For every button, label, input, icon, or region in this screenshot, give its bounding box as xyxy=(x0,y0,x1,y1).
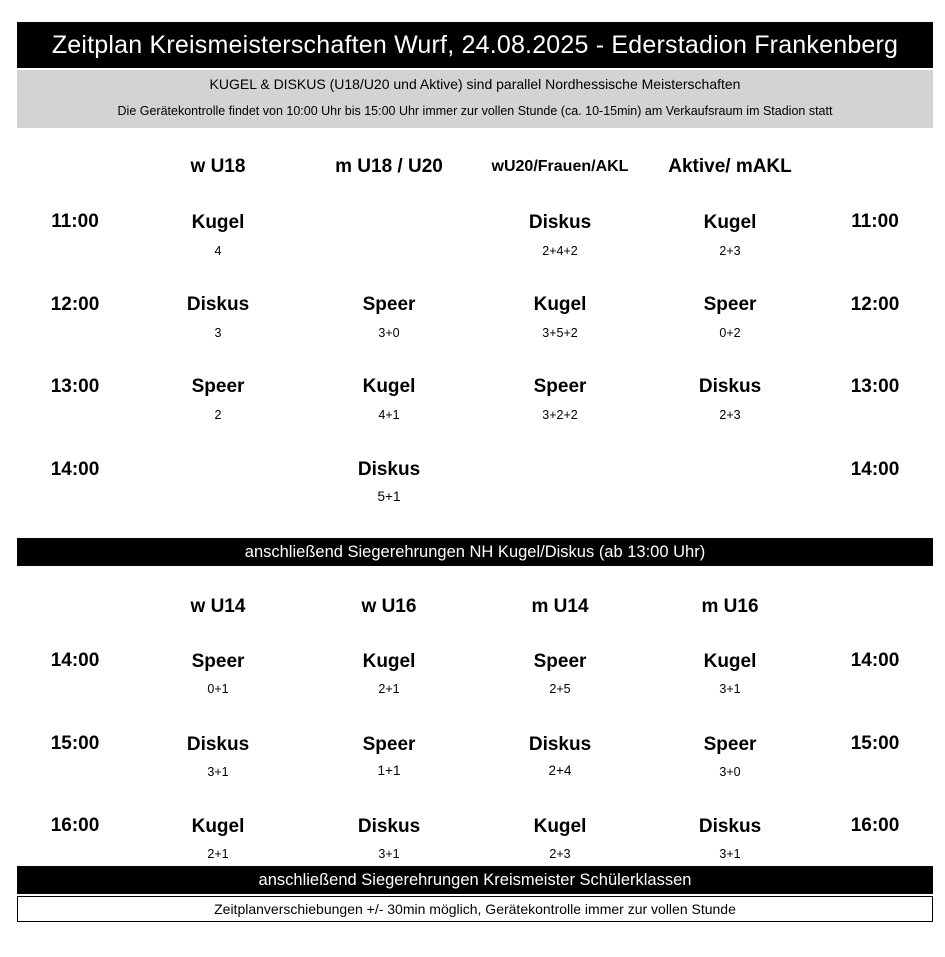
time-label-right: 15:00 xyxy=(850,733,900,754)
participant-count: 2+4 xyxy=(548,763,572,778)
participant-count: 2+1 xyxy=(378,682,400,696)
time-label-right: 11:00 xyxy=(851,211,899,232)
event-name: Speer xyxy=(191,376,245,397)
event-name: Speer xyxy=(533,376,587,397)
time-label-right: 14:00 xyxy=(850,459,900,480)
column-header: m U14 xyxy=(531,596,589,617)
event-name: Speer xyxy=(533,651,587,672)
event-name: Speer xyxy=(703,294,757,315)
participant-count: 5+1 xyxy=(377,489,401,504)
info-line-2: Die Gerätekontrolle findet von 10:00 Uhr bis 15:00 Uhr immer zur vollen Stunde (ca. 10-15min) am Verkaufsraum im Stadion statt xyxy=(117,104,833,118)
column-header: w U14 xyxy=(190,596,246,617)
time-label-left: 14:00 xyxy=(50,459,100,480)
award-ceremony-band: anschließend Siegerehrungen Kreismeister Schülerklassen xyxy=(17,866,933,894)
event-name: Kugel xyxy=(703,651,757,672)
time-label-left: 16:00 xyxy=(50,815,100,836)
event-name: Kugel xyxy=(191,212,245,233)
event-name: Kugel xyxy=(362,651,416,672)
participant-count: 3+5+2 xyxy=(542,326,578,340)
participant-count: 2 xyxy=(214,408,222,422)
column-header: wU20/Frauen/AKL xyxy=(491,158,629,175)
participant-count: 2+5 xyxy=(549,682,571,696)
participant-count: 0+1 xyxy=(207,682,229,696)
event-name: Diskus xyxy=(698,376,762,397)
column-header: m U16 xyxy=(701,596,759,617)
participant-count: 3 xyxy=(214,326,222,340)
event-name: Speer xyxy=(703,734,757,755)
participant-count: 2+3 xyxy=(719,244,741,258)
participant-count: 3+1 xyxy=(378,847,400,861)
column-header: m U18 / U20 xyxy=(335,156,443,177)
time-label-left: 12:00 xyxy=(50,294,100,315)
time-label-left: 13:00 xyxy=(50,376,100,397)
time-label-right: 16:00 xyxy=(850,815,900,836)
page-title: Zeitplan Kreismeisterschaften Wurf, 24.08.2025 - Ederstadion Frankenberg xyxy=(17,22,933,68)
time-label-right: 12:00 xyxy=(850,294,900,315)
time-label-left: 11:00 xyxy=(51,211,99,232)
participant-count: 4 xyxy=(214,244,222,258)
time-label-right: 14:00 xyxy=(850,650,900,671)
info-box xyxy=(17,70,933,128)
event-name: Speer xyxy=(191,651,245,672)
event-name: Diskus xyxy=(528,734,592,755)
footer-note: Zeitplanverschiebungen +/- 30min möglich, Gerätekontrolle immer zur vollen Stunde xyxy=(17,896,933,922)
participant-count: 3+2+2 xyxy=(542,408,578,422)
event-name: Kugel xyxy=(533,294,587,315)
column-header: Aktive/ mAKL xyxy=(668,156,792,177)
participant-count: 2+1 xyxy=(207,847,229,861)
participant-count: 2+3 xyxy=(549,847,571,861)
event-name: Diskus xyxy=(186,734,250,755)
event-name: Diskus xyxy=(357,459,421,480)
info-line-1: KUGEL & DISKUS (U18/U20 und Aktive) sind parallel Nordhessische Meisterschaften xyxy=(209,76,741,92)
participant-count: 2+4+2 xyxy=(542,244,578,258)
participant-count: 2+3 xyxy=(719,408,741,422)
event-name: Diskus xyxy=(528,212,592,233)
event-name: Kugel xyxy=(191,816,245,837)
participant-count: 3+1 xyxy=(719,847,741,861)
participant-count: 4+1 xyxy=(378,408,400,422)
time-label-left: 15:00 xyxy=(50,733,100,754)
participant-count: 3+0 xyxy=(719,765,741,779)
column-header: w U18 xyxy=(190,156,246,177)
participant-count: 0+2 xyxy=(719,326,741,340)
participant-count: 3+1 xyxy=(719,682,741,696)
event-name: Kugel xyxy=(533,816,587,837)
participant-count: 3+1 xyxy=(207,765,229,779)
participant-count: 3+0 xyxy=(378,326,400,340)
event-name: Diskus xyxy=(357,816,421,837)
event-name: Speer xyxy=(362,294,416,315)
event-name: Speer xyxy=(362,734,416,755)
column-header: w U16 xyxy=(361,596,417,617)
event-name: Diskus xyxy=(186,294,250,315)
event-name: Kugel xyxy=(362,376,416,397)
award-ceremony-band: anschließend Siegerehrungen NH Kugel/Diskus (ab 13:00 Uhr) xyxy=(17,538,933,566)
event-name: Diskus xyxy=(698,816,762,837)
time-label-left: 14:00 xyxy=(50,650,100,671)
participant-count: 1+1 xyxy=(377,763,401,778)
time-label-right: 13:00 xyxy=(850,376,900,397)
event-name: Kugel xyxy=(703,212,757,233)
